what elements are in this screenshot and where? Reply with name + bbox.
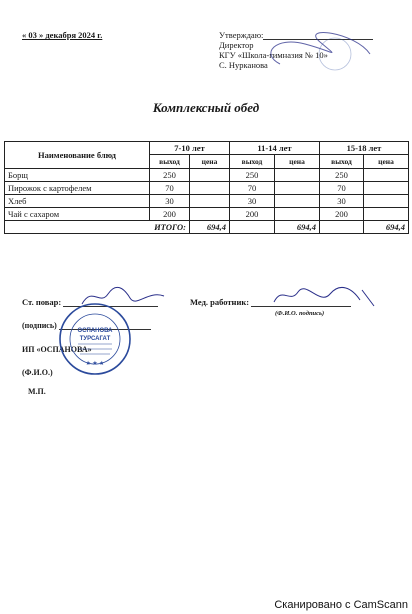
approve-label: Утверждаю: xyxy=(219,30,264,40)
dish-price xyxy=(190,195,230,208)
medic-label: Мед. работник: xyxy=(190,297,250,307)
ip-name: ИП «ОСПАНОВА» xyxy=(22,345,92,354)
table-row xyxy=(5,182,409,195)
dish-output: 200 xyxy=(150,208,190,221)
dish-price xyxy=(275,208,320,221)
dish-output: 200 xyxy=(230,208,275,221)
dish-price xyxy=(364,169,409,182)
page-title: Комплексный обед xyxy=(152,100,260,115)
dish-price xyxy=(275,195,320,208)
medic-signature xyxy=(270,284,380,310)
total-value: 694,4 xyxy=(364,221,409,234)
director-signature xyxy=(250,24,380,74)
table-row xyxy=(5,208,409,221)
dish-price xyxy=(364,182,409,195)
dish-price xyxy=(364,195,409,208)
table-header-row xyxy=(5,142,409,155)
document-date: « 03 » декабря 2024 г. xyxy=(22,30,103,40)
dish-name: Пирожок с картофелем xyxy=(5,182,150,195)
dish-output: 70 xyxy=(150,182,190,195)
column-header-name: Наименование блюд xyxy=(5,142,150,169)
table-row xyxy=(5,169,409,182)
dish-name: Чай с сахаром xyxy=(5,208,150,221)
dish-price xyxy=(190,182,230,195)
dish-output: 250 xyxy=(150,169,190,182)
dish-output: 70 xyxy=(230,182,275,195)
subheader-price: цена xyxy=(364,155,409,169)
svg-text:★ ★ ★: ★ ★ ★ xyxy=(85,361,105,367)
column-header-age-1: 7-10 лет xyxy=(150,142,230,155)
dish-output: 30 xyxy=(230,195,275,208)
dish-price xyxy=(364,208,409,221)
medic-caption: (Ф.И.О. подпись) xyxy=(275,310,325,317)
school-name: КГУ «Школа-гимназия № 10» xyxy=(219,50,328,60)
dish-name: Хлеб xyxy=(5,195,150,208)
subheader-output: выход xyxy=(230,155,275,169)
dish-output: 30 xyxy=(150,195,190,208)
subheader-output: выход xyxy=(150,155,190,169)
total-value: 694,4 xyxy=(275,221,320,234)
cook-label: Ст. повар: xyxy=(22,297,62,307)
column-header-age-2: 11-14 лет xyxy=(230,142,320,155)
subheader-output: выход xyxy=(320,155,364,169)
director-name: С. Нурканова xyxy=(219,60,268,70)
dish-output: 70 xyxy=(320,182,364,195)
table-total-row xyxy=(5,221,409,234)
column-header-age-3: 15-18 лет xyxy=(320,142,409,155)
dish-price xyxy=(275,169,320,182)
scanner-watermark: Сканировано с CamScann xyxy=(274,599,408,611)
table-row xyxy=(5,195,409,208)
mp-label: М.П. xyxy=(28,387,46,396)
total-value: 694,4 xyxy=(190,221,230,234)
total-label: ИТОГО: xyxy=(5,221,190,234)
fio-label: (Ф.И.О.) xyxy=(22,368,53,377)
podpis-label: (подпись) xyxy=(22,321,57,330)
dish-price xyxy=(190,169,230,182)
stamp-line-2: ТУРСАГАТ xyxy=(79,336,111,342)
stamp-line-1: ОСПАНОВА xyxy=(77,328,113,334)
subheader-price: цена xyxy=(275,155,320,169)
subheader-price: цена xyxy=(190,155,230,169)
menu-table xyxy=(4,141,409,234)
dish-price xyxy=(190,208,230,221)
dish-name: Борщ xyxy=(5,169,150,182)
dish-output: 250 xyxy=(320,169,364,182)
dish-output: 250 xyxy=(230,169,275,182)
director-title: Директор xyxy=(219,40,254,50)
dish-output: 200 xyxy=(320,208,364,221)
seal-stamp xyxy=(58,302,132,376)
dish-output: 30 xyxy=(320,195,364,208)
dish-price xyxy=(275,182,320,195)
